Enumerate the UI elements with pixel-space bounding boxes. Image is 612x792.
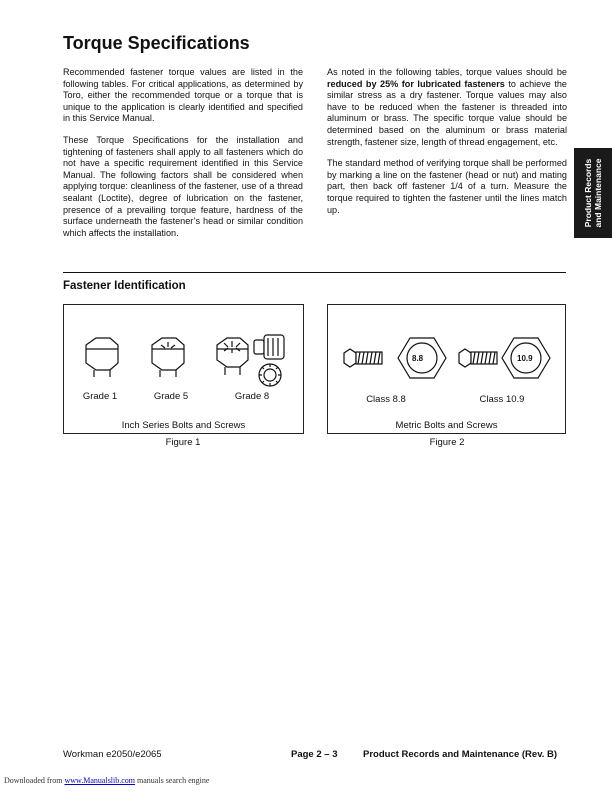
lubrication-text-end: to achieve the similar stress as a dry fastener. Torque values may also have to be reduced when the fastener is threaded into aluminum or brass. The specific torque value should be determined based on the aluminum or brass material strength, fastener size, length of thread engagement, etc. (327, 78, 567, 147)
side-tab-line2: and Maintenance (593, 158, 603, 228)
download-note (4, 776, 209, 785)
side-tab-label (583, 159, 603, 228)
metric-bolt-icon (344, 349, 382, 367)
figure2-box (327, 304, 566, 434)
left-column (63, 67, 303, 249)
nut-mark-10-9: 10.9 (517, 354, 533, 363)
figure2-caption: Figure 2 (429, 437, 465, 448)
page-title: Torque Specifications (63, 33, 250, 53)
manualslib-link[interactable]: www.Manualslib.com (64, 776, 136, 785)
figure2-box-caption: Metric Bolts and Screws (395, 420, 498, 431)
lubrication-paragraph (327, 67, 567, 148)
footer-model: Workman e2050/e2065 (63, 749, 162, 760)
right-column (327, 67, 567, 226)
grade8-label: Grade 8 (234, 391, 270, 402)
lubrication-emphasis: reduced by 25% for lubricated fasteners (327, 78, 505, 89)
metric-bolts-illustration (328, 305, 567, 435)
lubrication-text-start: As noted in the following tables, torque values should be (327, 67, 567, 77)
bolt-head-grade5-icon (152, 338, 184, 377)
verify-method-paragraph: The standard method of verifying torque shall be performed by marking a line on the fastener (head or nut) and mating part, then back off fastener 1/4 of a turn. Measure the torque required to tighten the fastener until the lines match up. (327, 158, 567, 215)
intro-paragraph: Recommended fastener torque values are listed in the following tables. For critical applications, as determined by Toro, either the recommended torque or a torque that is unique to the application is clearly identified and specified in this Service Manual. (63, 67, 303, 124)
section-divider (63, 272, 566, 273)
section-heading: Fastener Identification (63, 280, 186, 292)
grade1-label: Grade 1 (82, 391, 118, 402)
footer-page-number: Page 2 – 3 (291, 749, 338, 760)
nut-mark-8-8: 8.8 (412, 354, 424, 363)
figure1-box-caption: Inch Series Bolts and Screws (121, 420, 246, 431)
section-side-tab (574, 148, 612, 238)
metric-bolt-icon (459, 349, 497, 367)
figure1-box (63, 304, 304, 434)
class-8-8-label: Class 8.8 (366, 394, 406, 405)
figure1-caption: Figure 1 (165, 437, 201, 448)
download-note-suffix: manuals search engine (135, 776, 210, 785)
bolt-head-grade8-icon (217, 335, 284, 386)
grade5-label: Grade 5 (153, 391, 189, 402)
inch-bolts-illustration (64, 305, 305, 435)
side-tab-line1: Product Records (583, 158, 593, 228)
class-10-9-label: Class 10.9 (479, 394, 525, 405)
bolt-head-grade1-icon (86, 338, 118, 377)
download-note-prefix: Downloaded from (4, 776, 65, 785)
factors-paragraph: These Torque Specifications for the installation and tightening of fasteners shall apply to all fasteners which do not have a specific requirement identified in this Service Manual. The following factors shall be considered when applying torque: cleanliness of the fastener, use of a thread sealant (Loctite), degree of lubrication on the fastener, presence of a prevailing torque feature, hardness of the surface underneath the fastener’s head or similar condition which affects the installation. (63, 134, 303, 238)
footer-section-title: Product Records and Maintenance (Rev. B) (363, 749, 558, 760)
